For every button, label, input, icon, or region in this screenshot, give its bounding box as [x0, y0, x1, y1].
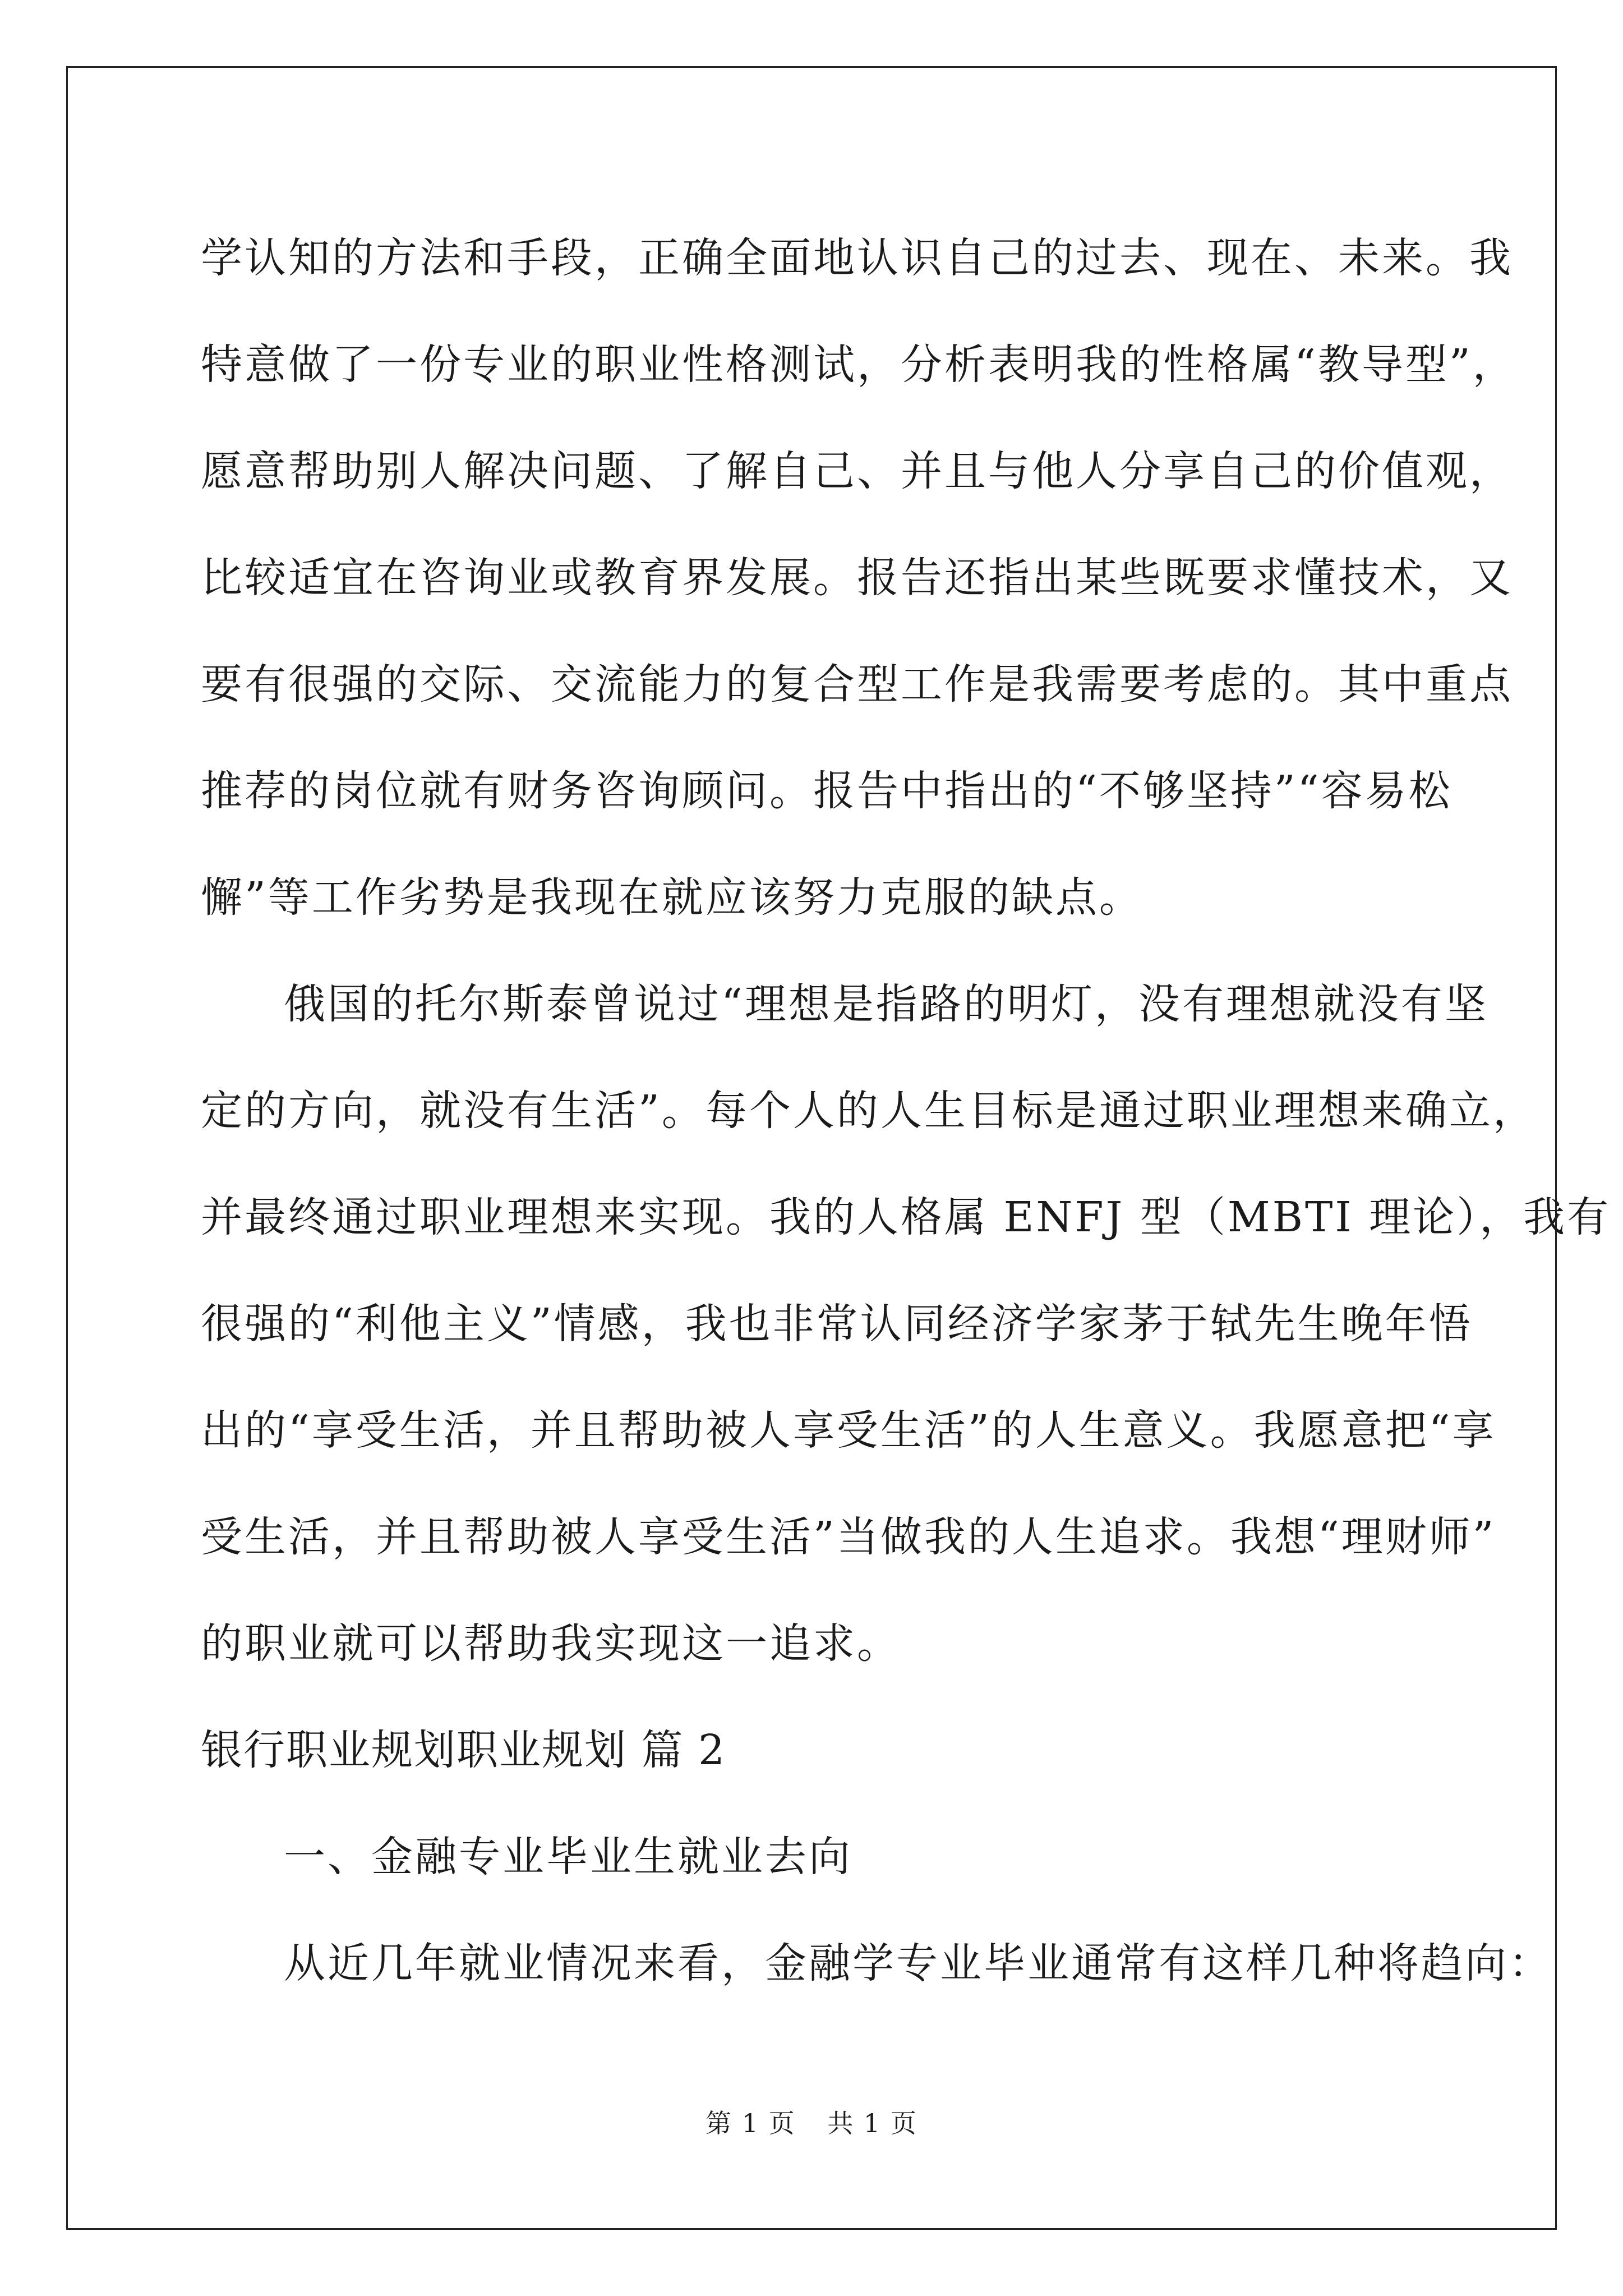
paragraph-first-line: 俄国的托尔斯泰曾说过“理想是指路的明灯，没有理想就没有坚: [284, 980, 1488, 1028]
text-line: 推荐的岗位就有财务咨询顾问。报告中指出的“不够坚持”“容易松: [201, 767, 1453, 815]
text-line: 并最终通过职业理想来实现。我的人格属 ENFJ 型（MBTI 理论），我有: [201, 1193, 1611, 1241]
page-number: 第 1 页: [706, 2108, 796, 2138]
page-footer: [0, 2106, 1623, 2140]
page-total: 共 1 页: [827, 2108, 917, 2138]
text-line: 的职业就可以帮助我实现这一追求。: [201, 1619, 901, 1668]
text-line: 定的方向，就没有生活”。每个人的人生目标是通过职业理想来确立，: [201, 1087, 1537, 1135]
document-body: [201, 205, 1611, 2017]
text-line: 出的“享受生活，并且帮助被人享受生活”的人生意义。我愿意把“享: [201, 1406, 1496, 1455]
text-line: 学认知的方法和手段，正确全面地认识自己的过去、现在、未来。我: [201, 234, 1513, 282]
text-line: 很强的“利他主义”情感，我也非常认同经济学家茅于轼先生晚年悟: [201, 1300, 1473, 1348]
subsection-heading: 一、金融专业毕业生就业去向: [284, 1833, 852, 1881]
text-line: 懈”等工作劣势是我现在就应该努力克服的缺点。: [201, 873, 1143, 922]
text-line: 要有很强的交际、交流能力的复合型工作是我需要考虑的。其中重点: [201, 660, 1513, 708]
paragraph-first-line: 从近几年就业情况来看，金融学专业毕业通常有这样几种将趋向：: [284, 1939, 1552, 1987]
text-line: 受生活，并且帮助被人享受生活”当做我的人生追求。我想“理财师”: [201, 1513, 1496, 1561]
text-line: 特意做了一份专业的职业性格测试，分析表明我的性格属“教导型”，: [201, 341, 1516, 389]
text-line: 愿意帮助别人解决问题、了解自己、并且与他人分享自己的价值观，: [201, 447, 1513, 495]
text-line: 比较适宜在咨询业或教育界发展。报告还指出某些既要求懂技术，又: [201, 554, 1513, 602]
section-heading: 银行职业规划职业规划 篇 2: [201, 1726, 726, 1774]
